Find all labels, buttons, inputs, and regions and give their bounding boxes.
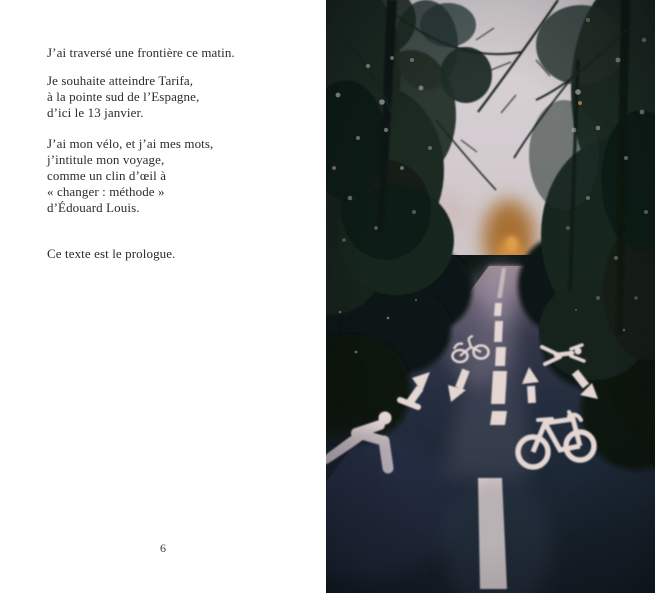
prologue-text bbox=[47, 45, 307, 262]
text-line: à la pointe sud de l’Espagne, bbox=[47, 89, 200, 104]
text-line: d’Édouard Louis. bbox=[47, 200, 140, 215]
text-line: j’intitule mon voyage, bbox=[47, 152, 165, 167]
paragraph bbox=[47, 45, 307, 61]
text-line: d’ici le 13 janvier. bbox=[47, 105, 144, 120]
paragraph bbox=[47, 136, 307, 216]
text-line: Ce texte est le prologue. bbox=[47, 246, 176, 261]
text-line: J’ai traversé une frontière ce matin. bbox=[47, 45, 235, 60]
right-page bbox=[326, 0, 655, 593]
paragraph bbox=[47, 246, 307, 262]
text-line: Je souhaite atteindre Tarifa, bbox=[47, 73, 194, 88]
page-number: 6 bbox=[160, 541, 166, 555]
vignette bbox=[326, 0, 655, 593]
text-line: « changer : méthode » bbox=[47, 184, 165, 199]
paragraph bbox=[47, 73, 307, 121]
road-photo bbox=[326, 0, 655, 593]
text-line: comme un clin d’œil à bbox=[47, 168, 167, 183]
left-page bbox=[0, 0, 326, 593]
text-line: J’ai mon vélo, et j’ai mes mots, bbox=[47, 136, 214, 151]
